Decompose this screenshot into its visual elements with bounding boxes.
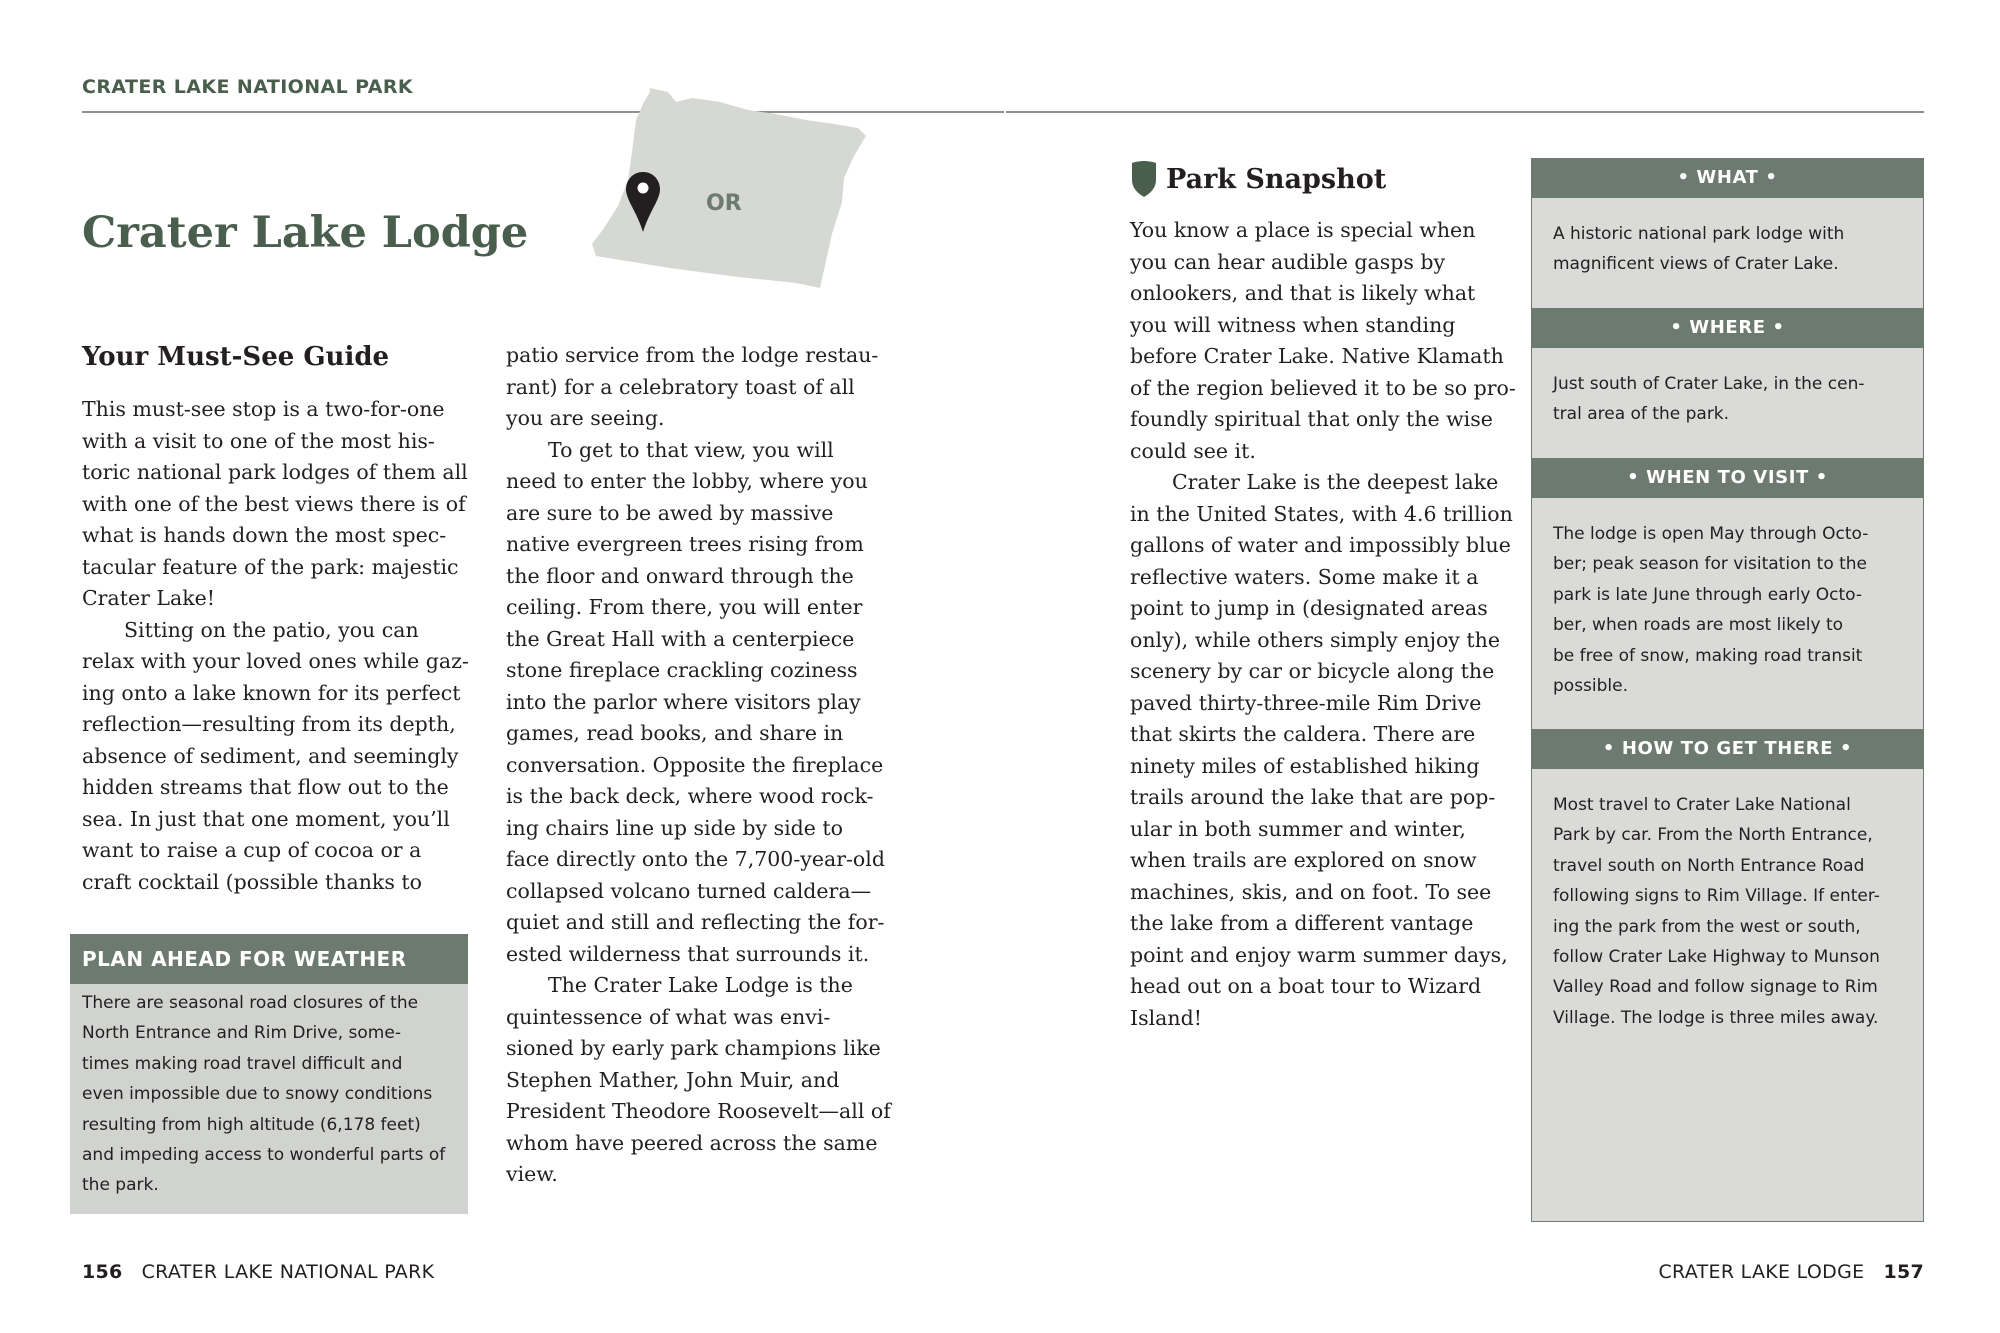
text-line: with a visit to one of the most his- [82,428,435,453]
text-line: sea. In just that one moment, you’ll [82,806,450,831]
text-line: relax with your loved ones while gaz- [82,649,469,673]
text-line: you will witness when standing [1130,312,1456,337]
text-line: stone fireplace crackling coziness [506,658,858,682]
section-subheading: Your Must-See Guide [82,342,390,372]
text-line: follow Crater Lake Highway to Munson [1553,947,1880,968]
text-line: quiet and still and reflecting the for- [506,910,885,934]
text-line: Most travel to Crater Lake National [1553,795,1851,815]
folio-right [1658,1261,1924,1283]
weather-callout-heading: PLAN AHEAD FOR WEATHER [70,934,468,984]
text-line: ber; peak season for visitation to the [1553,554,1868,575]
text-line: travel south on North Entrance Road [1553,855,1865,876]
text-line: Just south of Crater Lake, in the cen- [1553,374,1865,394]
text-line: could see it. [1130,438,1256,463]
oregon-map [580,80,880,320]
text-line: the floor and onward through the [506,563,854,588]
text-line: is the back deck, where wood rock- [506,784,874,808]
text-line: Valley Road and follow signage to Rim [1553,977,1878,998]
text-line: you can hear audible gasps by [1130,249,1446,274]
sidebar-heading-what: • WHAT • [1531,158,1924,198]
text-line: quintessence of what was envi- [506,1004,831,1029]
text-line: point and enjoy warm summer days, [1130,942,1508,967]
text-line: Crater Lake is the deepest lake [1172,470,1499,494]
text-line: gallons of water and impossibly blue [1130,533,1511,557]
text-line: There are seasonal road closures of the [82,993,419,1013]
text-line: following signs to Rim Village. If enter- [1553,886,1880,907]
running-head: CRATER LAKE NATIONAL PARK [82,76,413,98]
text-line: point to jump in (designated areas [1130,596,1488,620]
folio-left [82,1261,434,1283]
text-line: resulting from high altitude (6,178 feet) [82,1114,421,1135]
text-line: Crater Lake! [82,586,216,610]
sidebar-heading-how: • HOW TO GET THERE • [1531,729,1924,769]
sidebar-text-where [1553,369,1865,430]
text-line: ing chairs line up side by side to [506,815,843,840]
text-line: tral area of the park. [1553,404,1730,425]
text-line: The Crater Lake Lodge is the [548,973,853,997]
text-line: the Great Hall with a centerpiece [506,626,855,651]
text-line: head out on a boat tour to Wizard [1130,974,1482,998]
text-line: toric national park lodges of them all [82,460,468,484]
text-line: reflective waters. Some make it a [1130,564,1479,589]
text-line: craft cocktail (possible thanks to [82,869,422,894]
text-line: A historic national park lodge with [1553,224,1845,244]
text-line: patio service from the lodge restau- [506,343,879,367]
text-line: and impeding access to wonderful parts of [82,1145,446,1166]
text-line: North Entrance and Rim Drive, some- [82,1023,401,1044]
header-rule-right [1006,111,1924,113]
text-line: what is hands down the most spec- [82,523,447,547]
text-line: ular in both summer and winter, [1130,816,1466,841]
snapshot-title: Park Snapshot [1166,164,1387,195]
text-line: that skirts the caldera. There are [1130,722,1476,746]
text-line: in the United States, with 4.6 trillion [1130,501,1513,526]
text-line: before Crater Lake. Native Klamath [1130,344,1504,368]
text-line: times making road travel difficult and [82,1053,403,1074]
text-line: of the region believed it to be so pro- [1130,375,1516,400]
text-line: Village. The lodge is three miles away. [1553,1007,1879,1028]
sidebar-text-when [1553,519,1868,701]
text-line: tacular feature of the park: majestic [82,554,459,579]
text-line: machines, skis, and on foot. To see [1130,879,1492,904]
text-line: when trails are explored on snow [1130,848,1477,872]
text-line: need to enter the lobby, where you [506,469,868,493]
text-line: reflection—resulting from its depth, [82,712,456,736]
text-line: Sitting on the patio, you can [124,617,419,642]
text-line: you are seeing. [506,406,665,430]
text-line: ber, when roads are most likely to [1553,615,1844,636]
text-line: ceiling. From there, you will enter [506,595,863,619]
text-line: park is late June through early Octo- [1553,584,1863,605]
text-line: You know a place is special when [1130,218,1476,242]
text-line: be free of snow, making road transit [1553,645,1863,666]
text-line: Stephen Mather, John Muir, and [506,1067,840,1092]
text-line: President Theodore Roosevelt—all of [506,1099,891,1123]
text-line: games, read books, and share in [506,721,844,745]
text-line: rant) for a celebratory toast of all [506,374,855,399]
text-line: are sure to be awed by massive [506,500,834,525]
text-line: view. [506,1162,558,1186]
text-line: ested wilderness that surrounds it. [506,941,870,966]
text-line: This must-see stop is a two-for-one [82,397,445,421]
text-line: only), while others simply enjoy the [1130,627,1500,652]
text-line: into the parlor where visitors play [506,689,861,714]
text-line: ing onto a lake known for its perfect [82,680,461,705]
body-column-1 [82,394,469,898]
sidebar-text-what [1553,219,1844,280]
sidebar-heading-when: • WHEN TO VISIT • [1531,458,1924,498]
folio-left-label: CRATER LAKE NATIONAL PARK [141,1261,435,1283]
body-column-2 [506,340,891,1191]
sidebar-heading-where: • WHERE • [1531,308,1924,348]
page-title: Crater Lake Lodge [82,208,529,258]
text-line: even impossible due to snowy conditions [82,1084,433,1105]
text-line: ing the park from the west or south, [1553,916,1861,937]
text-line: ninety miles of established hiking [1130,753,1480,778]
text-line: foundly spiritual that only the wise [1130,407,1493,431]
snapshot-column [1130,215,1516,1034]
text-line: with one of the best views there is of [82,491,466,516]
text-line: face directly onto the 7,700-year-old [506,847,885,871]
arrowhead-icon [1130,160,1158,198]
text-line: absence of sediment, and seemingly [82,743,459,768]
text-line: collapsed volcano turned caldera— [506,878,872,903]
text-line: The lodge is open May through Octo- [1553,524,1869,544]
weather-callout-text [82,988,445,1201]
map-state-label: OR [706,191,742,216]
text-line: possible. [1553,676,1629,697]
text-line: magnificent views of Crater Lake. [1553,254,1839,275]
text-line: the lake from a different vantage [1130,911,1474,935]
page-number-right: 157 [1883,1261,1924,1283]
sidebar-text-how [1553,790,1880,1033]
text-line: want to raise a cup of cocoa or a [82,838,422,862]
text-line: To get to that view, you will [548,437,834,462]
page-number-left: 156 [82,1261,123,1283]
folio-right-label: CRATER LAKE LODGE [1658,1261,1865,1283]
text-line: conversation. Opposite the fireplace [506,752,884,777]
text-line: native evergreen trees rising from [506,532,864,556]
text-line: scenery by car or bicycle along the [1130,659,1495,683]
text-line: trails around the lake that are pop- [1130,785,1496,809]
text-line: hidden streams that flow out to the [82,775,449,799]
text-line: whom have peered across the same [506,1130,878,1155]
text-line: Island! [1130,1005,1202,1030]
text-line: onlookers, and that is likely what [1130,281,1476,305]
text-line: the park. [82,1175,159,1196]
text-line: Park by car. From the North Entrance, [1553,825,1873,846]
text-line: sioned by early park champions like [506,1036,881,1060]
text-line: paved thirty-three-mile Rim Drive [1130,690,1482,715]
